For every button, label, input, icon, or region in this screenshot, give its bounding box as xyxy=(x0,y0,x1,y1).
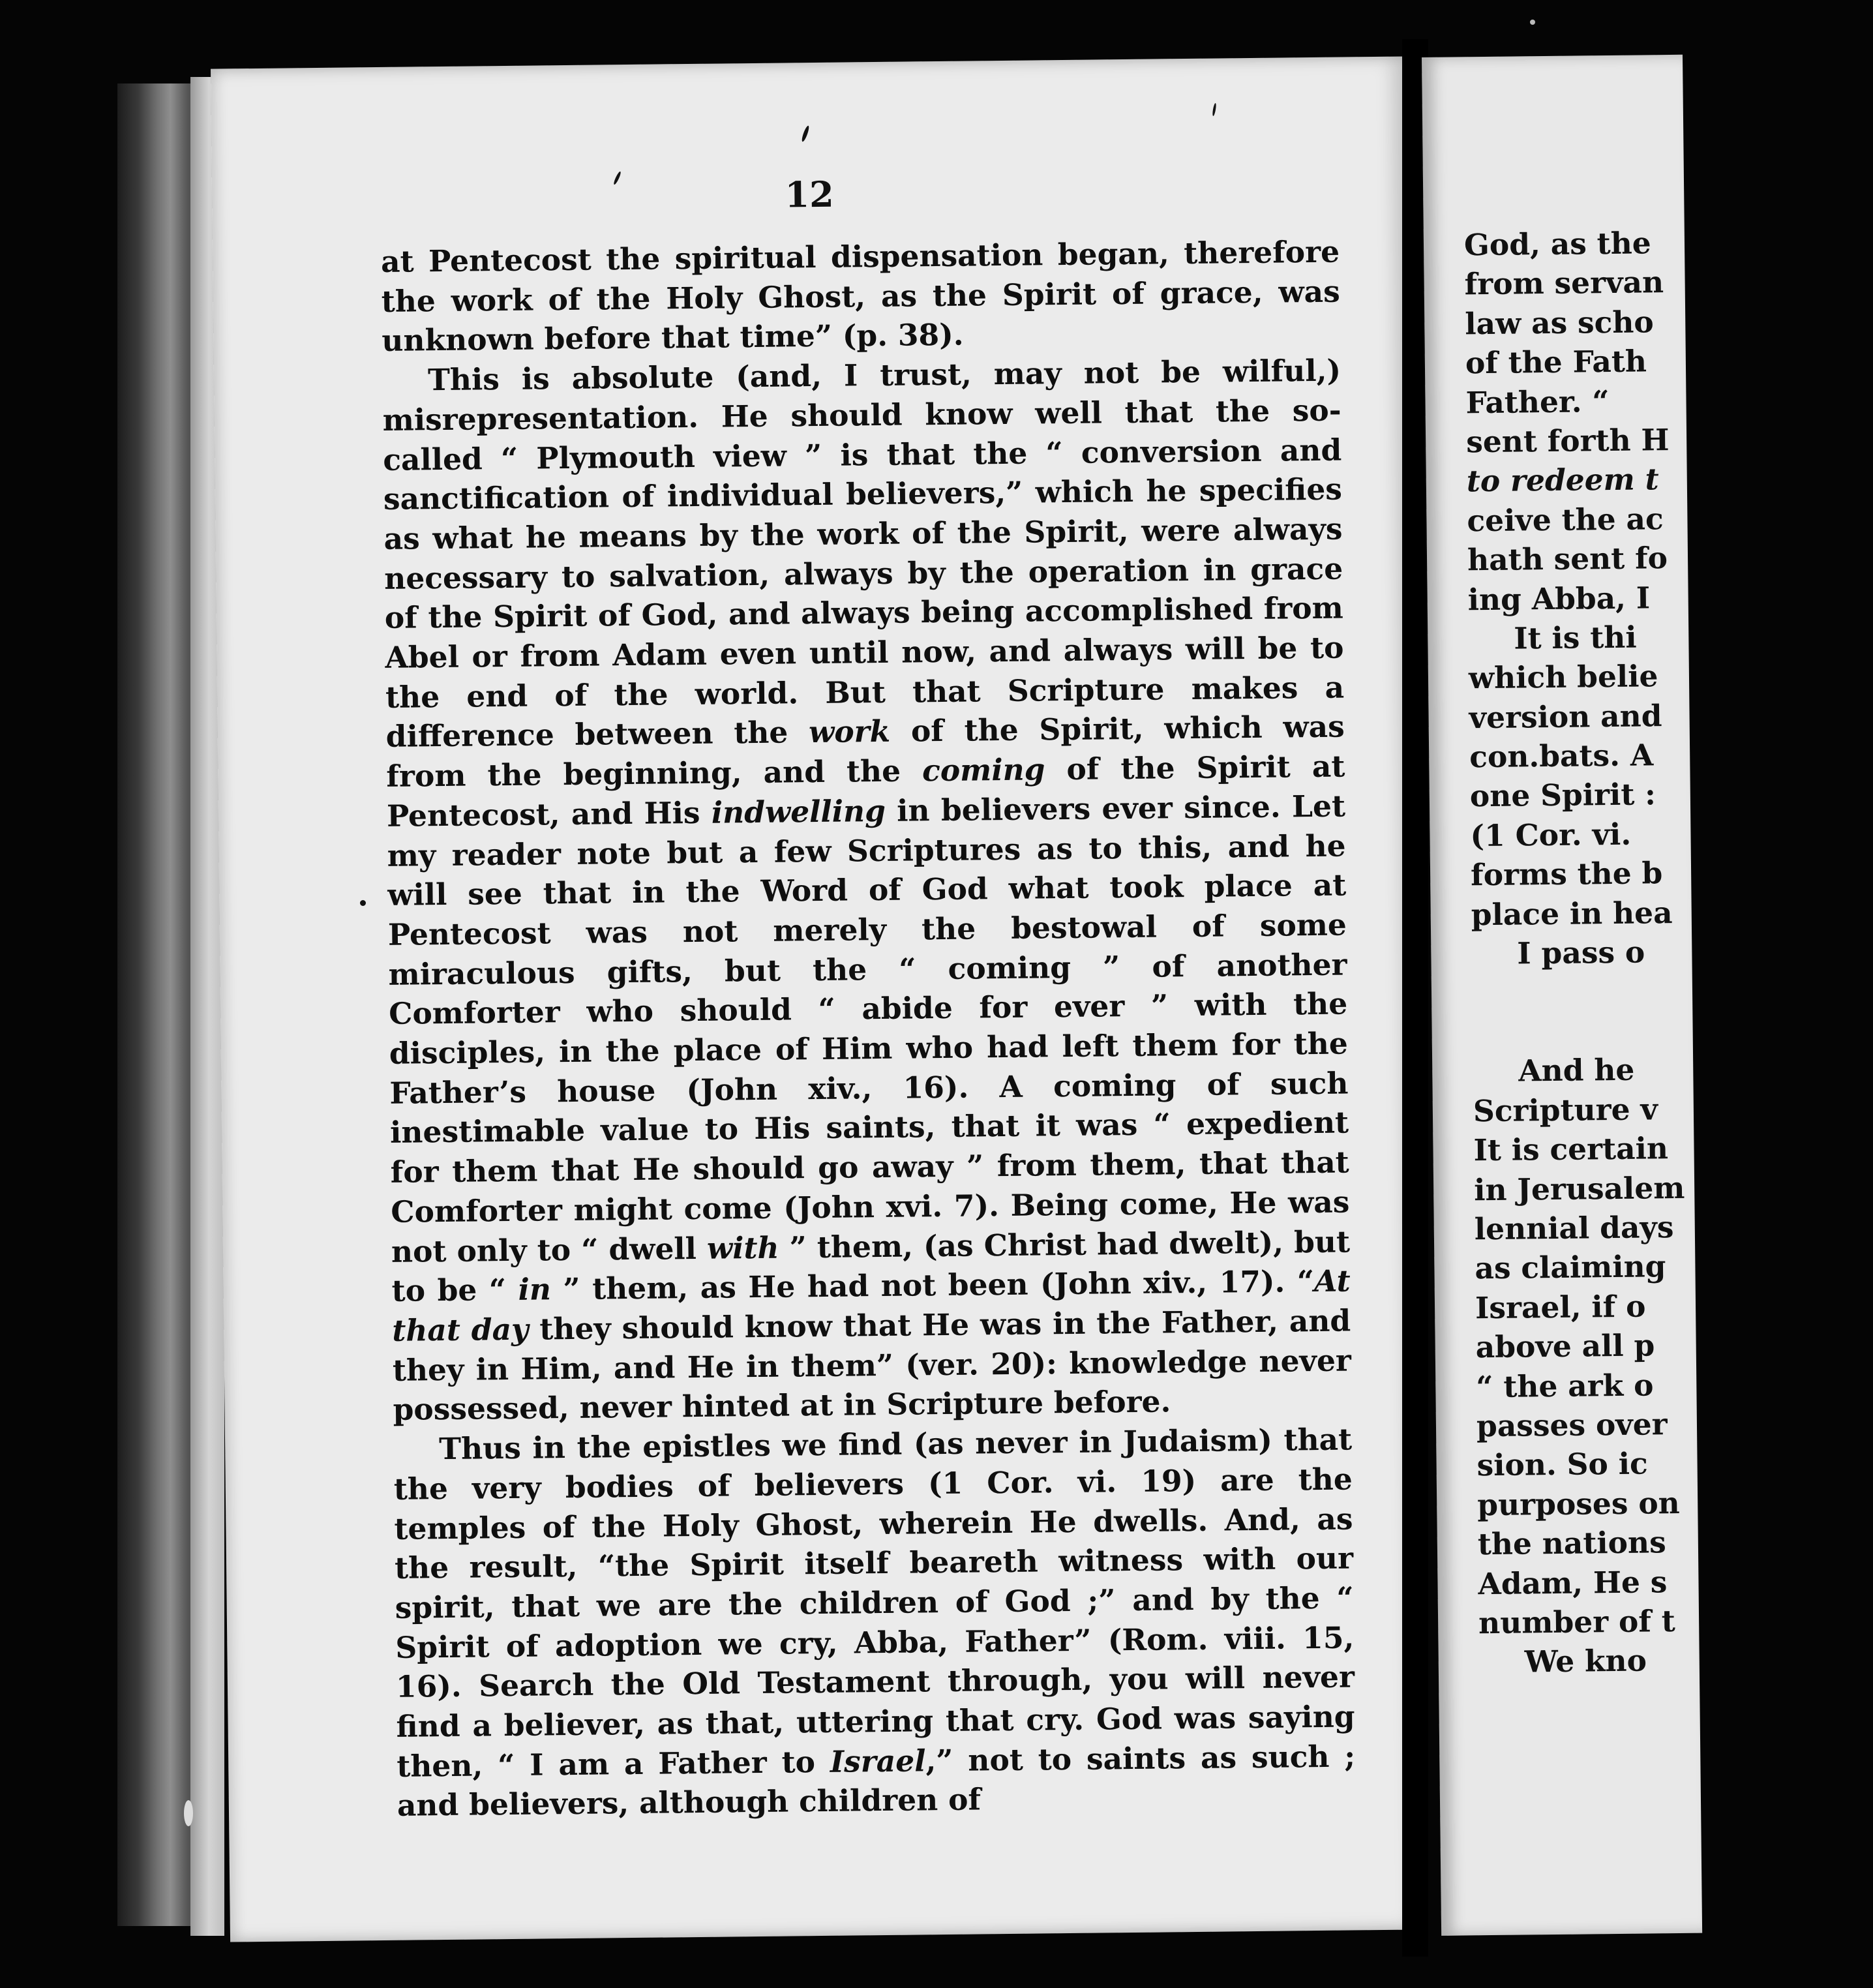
right-page-line xyxy=(1472,969,1864,1051)
text-run: of the Spirit, which was from the beginning, and the xyxy=(386,708,1345,794)
italic-text: with xyxy=(706,1229,779,1266)
italic-text: indwelling xyxy=(711,792,886,830)
right-page xyxy=(1422,55,1702,1936)
right-page-line: God, as the xyxy=(1463,225,1651,263)
right-page-line: sion. So ic xyxy=(1476,1445,1648,1483)
paragraph xyxy=(381,232,1341,361)
right-page-line: hath sent fo xyxy=(1467,540,1668,578)
text-run: Thus in the epistles we find (as never in Judaism) that the very bodies of believers (1 Cor. vi. 19) are the temples of the Holy Ghost, wherein He dwells. And, as the result, “the Spirit itself beareth witness with our spirit, that we are the children of God ;” and by the “ Spirit of adoption we cry, Abba, Father” (Rom. viii. 15, 16). Search the Old Testament through, you will never find a believer, as that, uttering that cry. God was saying then, “ I am a Father to xyxy=(393,1421,1355,1784)
italic-text: in xyxy=(518,1271,552,1308)
right-page-line: Father. “ xyxy=(1465,383,1610,420)
right-page-line: law as scho xyxy=(1464,304,1655,342)
text-run: they should know that He was in the Father, and they in Him, and He in them” (ver. 20): knowledge never possessed, never hinted at in Scripture before. xyxy=(392,1303,1352,1428)
text-run: ” them, as He had not been (John xiv., 17). “ xyxy=(550,1263,1315,1307)
right-page-line: “ the ark o xyxy=(1476,1366,1654,1404)
right-page-line: It is certain xyxy=(1473,1130,1669,1168)
right-page-line: Israel, if o xyxy=(1475,1288,1646,1326)
text-run: of the Spirit at Pentecost, and His xyxy=(386,748,1345,834)
right-page-line: sent forth H xyxy=(1465,422,1670,460)
right-page-line: one Spirit : xyxy=(1469,776,1656,814)
right-page-line: which belie xyxy=(1468,658,1658,696)
right-page-line: Scripture v xyxy=(1473,1091,1658,1129)
right-page-text xyxy=(1464,221,1870,1682)
text-run: in believers ever since. Let my reader note but a few Scriptures as to this, and he will see that in the Word of God what took place at Pentecost was not merely the bestowal of some miraculous gifts, but the “ coming ” of another Comforter who should “ abide for ever ” with the disciples, in the place of Him who had left them for the Father’s house (John xiv., 16). A coming of such inestimable value to His saints, that it was “ expedient for them that He should go away ” from them, that that Comforter might come (John xvi. 7). Being come, He was not only to “ dwell xyxy=(387,788,1350,1269)
right-page-line: as claiming xyxy=(1475,1248,1666,1286)
right-page-line: ceive the ac xyxy=(1467,500,1664,539)
italic-text: At that day xyxy=(391,1263,1351,1348)
right-page-line: passes over xyxy=(1476,1406,1668,1444)
text-run: ,” not to saints as such ; and believers, although children of xyxy=(397,1738,1356,1824)
italic-text: coming xyxy=(922,751,1045,789)
right-page-line: the nations xyxy=(1477,1524,1666,1562)
right-page-line: It is thi xyxy=(1514,619,1637,656)
right-page-line: above all p xyxy=(1475,1327,1655,1365)
right-page-line: We kno xyxy=(1524,1642,1647,1679)
right-page-line: number of t xyxy=(1478,1603,1676,1641)
right-page-line: ing Abba, I xyxy=(1467,579,1651,617)
paragraph xyxy=(382,351,1352,1430)
right-page-line: in Jerusalem xyxy=(1473,1169,1685,1207)
right-page-line: purposes on xyxy=(1476,1484,1680,1522)
right-page-line: Adam, He s xyxy=(1478,1563,1668,1601)
text-run: ” them, (as Christ had dwelt), but to be “ xyxy=(391,1224,1351,1309)
text-run: This is absolute (and, I trust, may not be wilful,) misrepresentation. He should know well that the so-called “ Plymouth view ” is that the “ conversion and sanctification of individual believers,” which he specifies as what he means by the work of the Spirit, were always necessary to salvation, always by the operation in grace of the Spirit of God, and always being accomplished from Abel or from Adam even until now, and always will be to the end of the world. But that Scripture makes a difference between the xyxy=(382,352,1345,755)
right-page-line: forms the b xyxy=(1470,855,1663,893)
right-page-line: lennial days xyxy=(1474,1209,1674,1247)
right-page-line: version and xyxy=(1469,697,1662,735)
text-run: at Pentecost the spiritual dispensation began, therefore the work of the Holy Ghost, as the Spirit of grace, was unknown before that time” (p. 38). xyxy=(380,233,1340,359)
paragraph xyxy=(393,1420,1356,1826)
italic-text: Israel xyxy=(830,1743,926,1779)
right-page-line: of the Fath xyxy=(1465,343,1647,381)
right-page-line: place in hea xyxy=(1471,894,1673,932)
right-page-line: And he xyxy=(1518,1052,1635,1089)
right-page-line: to redeem t xyxy=(1466,461,1659,499)
body-text xyxy=(381,232,1356,1826)
right-page-line: from servan xyxy=(1464,264,1664,302)
page-number: 12 xyxy=(785,173,834,216)
left-page xyxy=(211,56,1425,1942)
right-page-line: con.bats. A xyxy=(1469,737,1654,775)
italic-text: work xyxy=(808,714,891,750)
right-page-line: (1 Cor. vi. xyxy=(1470,816,1632,854)
right-page-line: I pass o xyxy=(1517,934,1645,971)
